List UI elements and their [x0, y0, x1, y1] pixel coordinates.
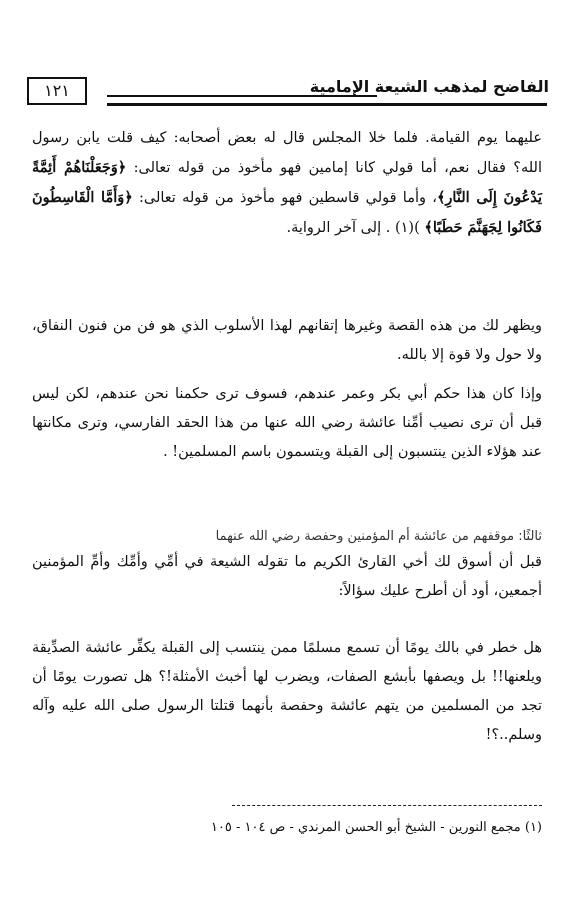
paragraph-4: قبل أن أسوق لك أخي القارئ الكريم ما تقوله الشيعة في أمِّي وأمِّك وأمِّ المؤمنين أجمعين، أود أن أطرح عليك سؤالاً: [32, 554, 542, 599]
footnote: (١) مجمع النورين - الشيخ أبو الحسن المرندي - ص ١٠٤ - ١٠٥ [210, 820, 542, 835]
header-rule [107, 103, 547, 106]
paragraph-1-text-b: ، وأما قولي قاسطين فهو مأخوذ من قوله تعالى: [132, 190, 437, 206]
header-rule-thin [107, 95, 377, 97]
paragraph-3: وإذا كان هذا حكم أبي بكر وعمر عندهم، فسوف ترى حكمنا نحن عندهم، لكن ليس قبل أن ترى نصيب أمِّنا عائشة رضي الله عنها من هذا الحقد الفارسي، وترى مكانتها عند هؤلاء الذين ينتسبون إلى القبلة ويتسمون باسم المسلمين! . [32, 386, 542, 460]
quran-verse-2: ﴿وَأَمَّا الْقَاسِطُونَ فَكَانُوا لِجَهَنَّمَ حَطَبًا﴾ [32, 189, 542, 236]
page-header [27, 72, 549, 112]
footnote-rule [232, 805, 542, 806]
section-heading: ثالثًا: موقفهم من عائشة أم المؤمنين وحفصة رضي الله عنهما [215, 529, 542, 544]
paragraph-5: هل خطر في بالك يومًا أن تسمع مسلمًا ممن ينتسب إلى القبلة يكفِّر عائشة الصدِّيقة ويلعنها!! بل ويصفها بأبشع الصفات، ويضرب لها أخبث الأمثلة!؟ هل تصورت يومًا أن تجد من المسلمين من يتهم عائشة وحفصة بأنهما قتلتا الرسول صلى الله عليه وآله وسلم..؟! [32, 640, 542, 743]
page-number: ١٢١ [27, 77, 87, 105]
paragraph-1-text-c: )(١) . إلى آخر الرواية. [286, 220, 425, 236]
paragraph-2: ويظهر لك من هذه القصة وغيرها إتقانهم لهذا الأسلوب الذي هو فن من فنون النفاق، ولا حول ولا قوة إلا بالله. [32, 318, 542, 363]
quran-verse-1: ﴿وَجَعَلْنَاهُمْ أَئِمَّةً يَدْعُونَ إِلَى النَّارِ﴾ [32, 159, 542, 206]
paragraph-1-text-a: عليهما يوم القيامة. فلما خلا المجلس قال له بعض أصحابه: كيف قلت يابن رسول الله؟ فقال نعم، أما قولي كانا إمامين فهو مأخوذ من قوله تعالى: [32, 130, 542, 176]
running-title: الفاضح لمذهب الشيعة الإمامية [309, 77, 549, 96]
paragraph-1 [32, 124, 542, 243]
